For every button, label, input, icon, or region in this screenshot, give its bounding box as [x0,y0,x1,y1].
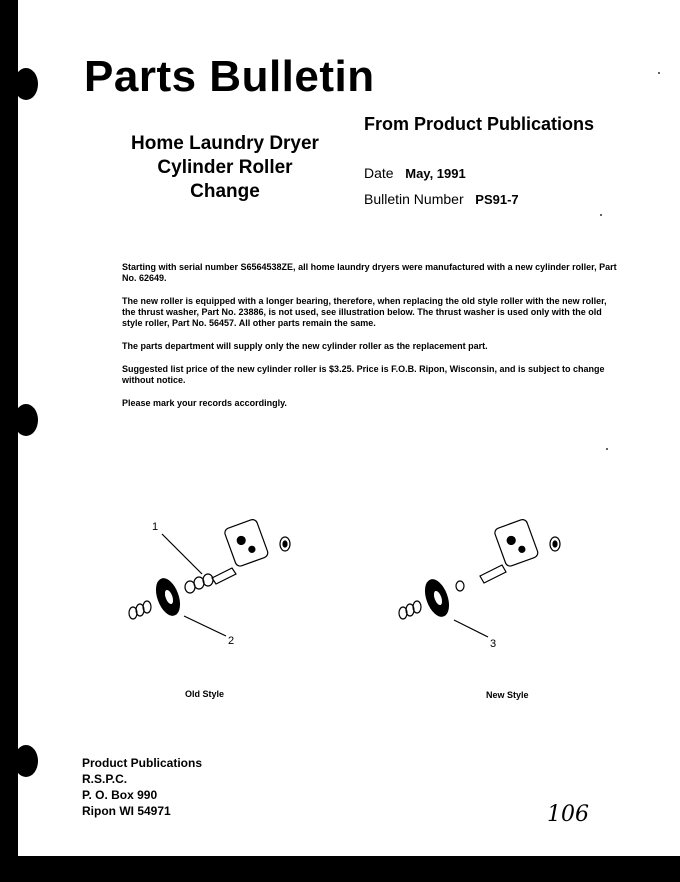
return-address [82,755,202,819]
callout-number: 1 [152,521,159,533]
axle-pin [480,565,506,583]
washer [399,607,407,619]
handwritten-page-number: 106 [547,802,589,827]
bracket [224,518,270,567]
punch-hole [14,68,38,100]
callout-leader [184,616,226,636]
address-line: Product Publications [82,756,203,770]
new-style-caption: New Style [486,690,529,700]
bottom-edge [0,856,680,882]
subject-line: Change [190,181,260,202]
date-value: May, 1991 [405,166,466,181]
callout-number: 2 [228,635,235,647]
bracket [494,518,540,567]
callout-leader [454,620,488,637]
washer [456,581,464,591]
bulletin-subject [120,132,330,204]
bulletin-date [364,165,466,181]
number-value: PS91-7 [475,192,519,207]
binding-edge [0,0,18,882]
body-paragraph: The parts department will supply only the new cylinder roller as the replacement part. [122,341,488,351]
body-paragraph: Please mark your records accordingly. [122,398,287,408]
body-paragraph: Suggested list price of the new cylinder roller is $3.25. Price is F.O.B. Ripon, Wisconsin, and is subject to change without notice. [122,364,605,385]
roller-illustration [120,510,580,670]
body-paragraph: Starting with serial number S6564538ZE, all home laundry dryers were manufactured with a new cylinder roller, Part No. 62649. [122,262,617,283]
scan-speck [658,72,660,74]
old-style-roller-assembly [129,518,290,636]
washer [185,581,195,593]
subject-line: Home Laundry Dryer [131,133,319,154]
bulletin-source: From Product Publications [364,114,595,134]
body-paragraph: The new roller is equipped with a longer bearing, therefore, when replacing the old style roller with the new roller, the thrust washer, Part No. 23886, is not used, see illustration below. The thrust washer is used only with the old style roller, Part No. 56457. All other parts remain the same. [122,296,607,328]
callout-number: 3 [490,638,497,650]
bulletin-body [122,262,622,421]
washer [129,607,137,619]
scan-speck [606,448,608,450]
address-line: R.S.P.C. [82,772,128,786]
punch-hole [14,404,38,436]
address-line: P. O. Box 990 [82,788,158,802]
new-style-roller-assembly [399,518,560,637]
axle-pin [212,568,236,584]
scan-speck [600,214,602,216]
bulletin-number [364,191,519,207]
date-label: Date [364,165,394,181]
subject-line: Cylinder Roller [157,157,293,178]
address-line: Ripon WI 54971 [82,804,171,818]
bulletin-title: Parts Bulletin [84,52,375,101]
punch-hole [14,745,38,777]
number-label: Bulletin Number [364,191,464,207]
old-style-caption: Old Style [185,689,225,699]
callout-leader [162,534,202,574]
